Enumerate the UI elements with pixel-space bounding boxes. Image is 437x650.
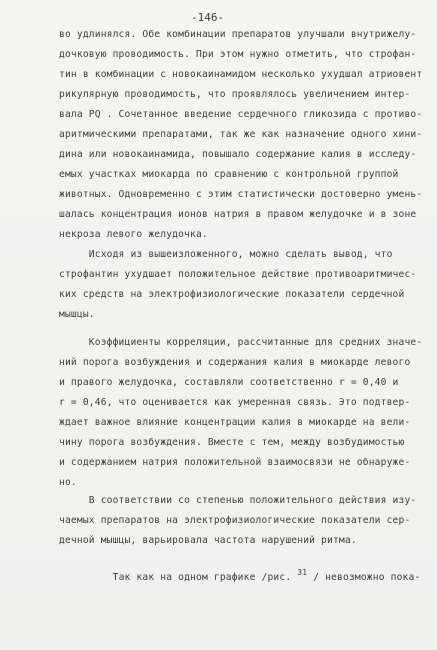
text-line: рикулярную проводимость, что проявлялось увеличением интер- [59, 89, 411, 100]
text-line: но. [59, 477, 77, 488]
text-line: ких средств на электрофизиологические показатели сердечной [59, 289, 405, 300]
text-line: мышцы. [59, 309, 95, 320]
text-line-last [59, 560, 420, 596]
text-line: аритмическими препаратами, так же как назначение одного хини- [59, 129, 423, 140]
text-fragment: / невозможно пока- [307, 572, 421, 583]
text-line: дочковую проводимость. При этом нужно отметить, что строфан- [59, 49, 417, 60]
text-line: емых участках миокарда по сравнению с контрольной группой [59, 169, 399, 180]
text-line: В соответствии со степенью положительного действия изу- [59, 495, 417, 506]
text-line: Исходя из вышеизложенного, можно сделать вывод, что [59, 249, 393, 260]
text-line: Коэффициенты корреляции, рассчитанные для средних значе- [59, 337, 423, 348]
text-line: шалась концентрация ионов натрия в правом желудочке и в зоне [59, 209, 417, 220]
text-line: животных. Одновременно с этим статистически достоверно умень- [59, 189, 423, 200]
text-line: чину порога возбуждения. Вместе с тем, между возбудимостью [59, 437, 405, 448]
text-line: строфантин ухудшает положительное действие противоаритмичес- [59, 269, 417, 280]
text-line: ний порога возбуждения и содержания калия в миокарде левого [59, 357, 411, 368]
text-line: и содержанием натрия положительной взаимосвязи не обнаруже- [59, 457, 411, 468]
text-fragment: Так как на одном графике /рис. [82, 572, 298, 583]
page-number: -146- [191, 11, 225, 24]
text-line: во удлинялся. Обе комбинации препаратов улучшали внутрижелу- [59, 29, 417, 40]
text-line: чаемых препаратов на электрофизиологические показатели сер- [59, 515, 411, 526]
text-line: r = 0,46, что оценивается как умеренная связь. Это подтвер- [59, 397, 411, 408]
text-line: некроза левого желудочка. [59, 229, 208, 240]
text-line: дина или новокаинамида, повышало содержание калия в исследу- [59, 149, 417, 160]
text-line: дечной мышцы, варьировала частота нарушений ритма. [59, 535, 357, 546]
text-line: вала PQ . Сочетанное введение сердечного гликозида с противо- [59, 109, 423, 120]
text-line: тин в комбинации с новокаинамидом несколько ухудшал атриовент [59, 69, 423, 80]
text-line: и правого желудочка, составляли соответственно r = 0,40 и [59, 377, 399, 388]
figure-superscript: 31 [297, 568, 308, 577]
text-line: ждает важное влияние концентрации калия в миокарде на вели- [59, 417, 411, 428]
